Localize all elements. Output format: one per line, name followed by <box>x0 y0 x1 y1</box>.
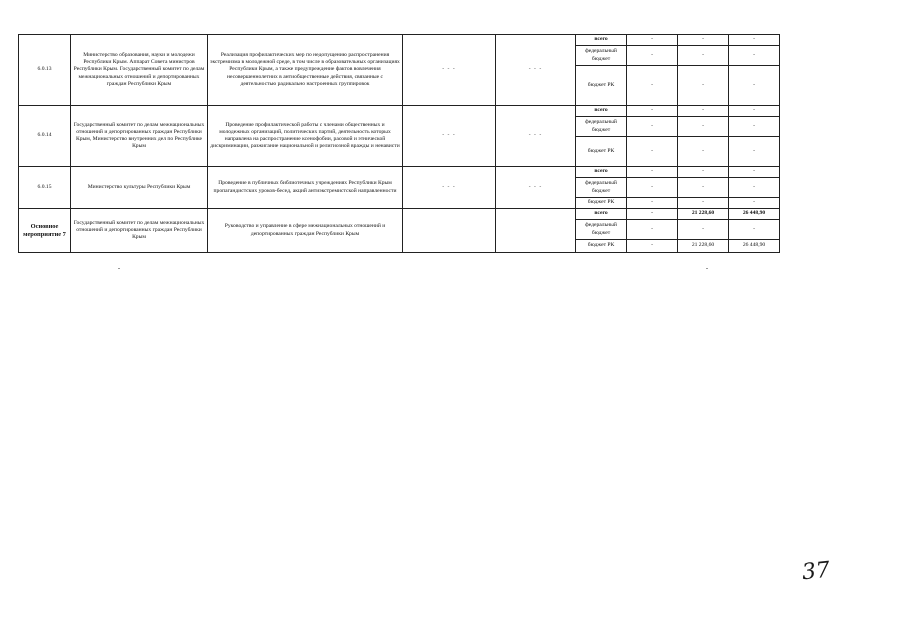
amount-cell: - <box>678 167 729 178</box>
amount-cell: - <box>729 167 780 178</box>
budget-table <box>18 34 780 253</box>
amount-cell: - <box>729 137 780 167</box>
amount-cell: - <box>729 178 780 198</box>
dash-cell: - - - <box>403 167 496 209</box>
executor-cell: Государственный комитет по делам межнациональных отношений и депортированных граждан Республики Крым, Министерство внутренних дел по Республике Крым <box>71 106 208 167</box>
activity-cell: Проведение профилактической работы с членами общественных и молодежных организаций, политических партий, деятельность которых направлена на распространение ксенофобии, расовой и этнической дискриминации, разжигание национальной и религиозной вражды и ненависти <box>208 106 403 167</box>
amount-cell: - <box>627 240 678 253</box>
amount-cell: - <box>729 220 780 240</box>
amount-cell: - <box>678 66 729 106</box>
amount-cell: - <box>678 117 729 137</box>
amount-cell: 21 228,60 <box>678 240 729 253</box>
scan-speck <box>706 268 708 269</box>
amount-cell: - <box>627 106 678 117</box>
executor-cell: Государственный комитет по делам межнациональных отношений и депортированных граждан Республики Крым <box>71 209 208 253</box>
page-number: 37 <box>800 557 832 586</box>
amount-cell: - <box>627 167 678 178</box>
amount-cell: - <box>627 117 678 137</box>
dash-cell <box>496 209 576 253</box>
amount-cell: - <box>627 66 678 106</box>
dash-cell: - - - <box>496 106 576 167</box>
funding-source: бюджет РК <box>576 240 627 253</box>
table-row <box>19 167 780 178</box>
amount-cell: - <box>627 209 678 220</box>
dash-cell: - - - <box>496 35 576 106</box>
amount-cell: - <box>678 198 729 209</box>
amount-cell: - <box>729 106 780 117</box>
amount-cell: - <box>678 46 729 66</box>
amount-cell: - <box>627 137 678 167</box>
funding-source: бюджет РК <box>576 137 627 167</box>
funding-source: бюджет РК <box>576 198 627 209</box>
row-code: Основное мероприятие 7 <box>19 209 71 253</box>
activity-cell: Реализация профилактических мер по недопущению распространения экстремизма в молодежной среде, в том числе в образовательных организациях Республики Крым, а также предупреждение фактов вовлечения несовершеннолетних в антиобщественные действия, связанные с деятельностью радикально настроенных группировок <box>208 35 403 106</box>
amount-cell: - <box>729 66 780 106</box>
table-row <box>19 106 780 117</box>
funding-source: федеральный бюджет <box>576 117 627 137</box>
dash-cell: - - - <box>496 167 576 209</box>
row-code: 6.0.15 <box>19 167 71 209</box>
amount-cell: - <box>678 35 729 46</box>
amount-cell: - <box>729 35 780 46</box>
amount-cell: - <box>729 198 780 209</box>
amount-cell: - <box>678 178 729 198</box>
dash-cell <box>403 209 496 253</box>
row-code: 6.0.14 <box>19 106 71 167</box>
table-row <box>19 35 780 46</box>
dash-cell: - - - <box>403 106 496 167</box>
table-row <box>19 209 780 220</box>
amount-cell: - <box>729 117 780 137</box>
amount-cell: - <box>627 46 678 66</box>
activity-cell: Руководство и управление в сфере межнациональных отношений и депортированных граждан Республики Крым <box>208 209 403 253</box>
funding-source: бюджет РК <box>576 66 627 106</box>
executor-cell: Министерство культуры Республики Крым <box>71 167 208 209</box>
scan-speck <box>118 268 120 269</box>
funding-source: всего <box>576 35 627 46</box>
funding-source: всего <box>576 167 627 178</box>
funding-source: всего <box>576 106 627 117</box>
funding-source: федеральный бюджет <box>576 46 627 66</box>
amount-cell: - <box>678 106 729 117</box>
row-code: 6.0.13 <box>19 35 71 106</box>
dash-cell: - - - <box>403 35 496 106</box>
activity-cell: Проведение в публичных библиотечных учреждениях Республики Крым пропагандистских уроков-бесед, акций антиэкстремистской направленности <box>208 167 403 209</box>
funding-source: всего <box>576 209 627 220</box>
funding-source: федеральный бюджет <box>576 178 627 198</box>
funding-source: федеральный бюджет <box>576 220 627 240</box>
amount-cell: 26 448,90 <box>729 240 780 253</box>
amount-cell: 26 448,90 <box>729 209 780 220</box>
amount-cell: - <box>627 220 678 240</box>
amount-cell: 21 228,60 <box>678 209 729 220</box>
amount-cell: - <box>627 178 678 198</box>
executor-cell: Министерство образования, науки и молодежи Республики Крым. Аппарат Совета министров Республики Крым. Государственный комитет по делам межнациональных отношений и депортированных граждан Республики Крым <box>71 35 208 106</box>
amount-cell: - <box>627 198 678 209</box>
amount-cell: - <box>729 46 780 66</box>
amount-cell: - <box>678 220 729 240</box>
amount-cell: - <box>627 35 678 46</box>
amount-cell: - <box>678 137 729 167</box>
